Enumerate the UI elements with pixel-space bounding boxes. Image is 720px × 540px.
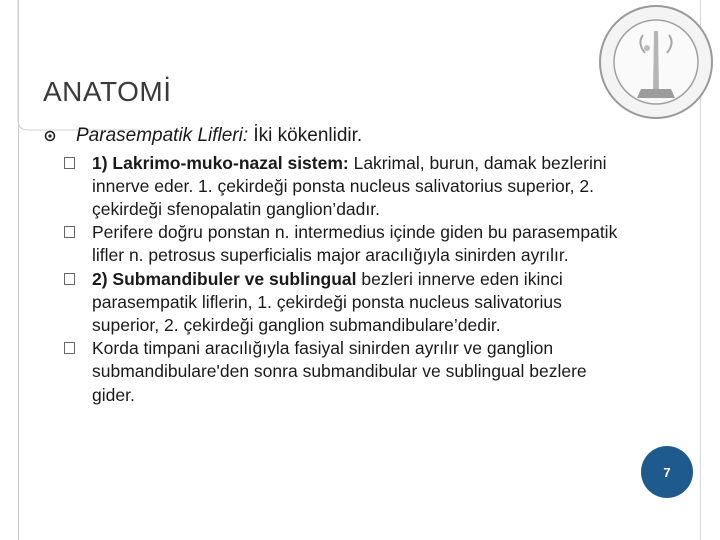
main-bullet bbox=[44, 124, 624, 148]
main-bullet-label: Parasempatik Lifleri: bbox=[76, 125, 249, 146]
university-logo bbox=[597, 3, 715, 121]
sub-bullet bbox=[44, 221, 624, 267]
sub-bullet-text: Korda timpani aracılığıyla fasiyal sinirden ayrılır ve ganglion submandibulare'den sonra submandibular ve sublingual bezlere gider. bbox=[92, 338, 587, 405]
slide-title: ANATOMİ bbox=[43, 76, 172, 107]
sub-bullet bbox=[44, 152, 624, 222]
sub-bullet-text: Perifere doğru ponstan n. intermedius içinde giden bu parasempatik lifler n. petrosus superficialis major aracılığıyla sinirden ayrılır. bbox=[92, 222, 618, 266]
page-number-badge: 7 bbox=[641, 446, 693, 498]
main-bullet-text: İki kökenlidir. bbox=[248, 125, 363, 146]
square-bullet-icon bbox=[64, 157, 75, 169]
square-bullet-icon bbox=[64, 342, 75, 354]
square-bullet-icon bbox=[64, 273, 75, 285]
sub-bullet-bold: 1) Lakrimo-muko-nazal sistem: bbox=[92, 152, 349, 173]
gear-bullet-icon bbox=[44, 130, 56, 142]
sub-bullet bbox=[44, 268, 624, 338]
sub-bullet-text: bezleri innerve eden ikinci parasempatik liflerin, 1. çekirdeği ponsta nucleus salivatorius superior, 2. çekirdeği ganglion submandibulare’dedir. bbox=[92, 268, 563, 335]
slide-content bbox=[44, 124, 624, 407]
sub-bullet-bold: 2) Submandibuler ve sublingual bbox=[92, 268, 357, 289]
square-bullet-icon bbox=[64, 226, 75, 238]
sub-bullet bbox=[44, 337, 624, 407]
frame-left-line bbox=[18, 0, 19, 540]
sub-bullet-text: Lakrimal, burun, damak bezlerini innerve eder. 1. çekirdeği ponsta nucleus salivatorius superior, 2. çekirdeği sfenopalatin ganglion’dadır. bbox=[92, 152, 607, 219]
